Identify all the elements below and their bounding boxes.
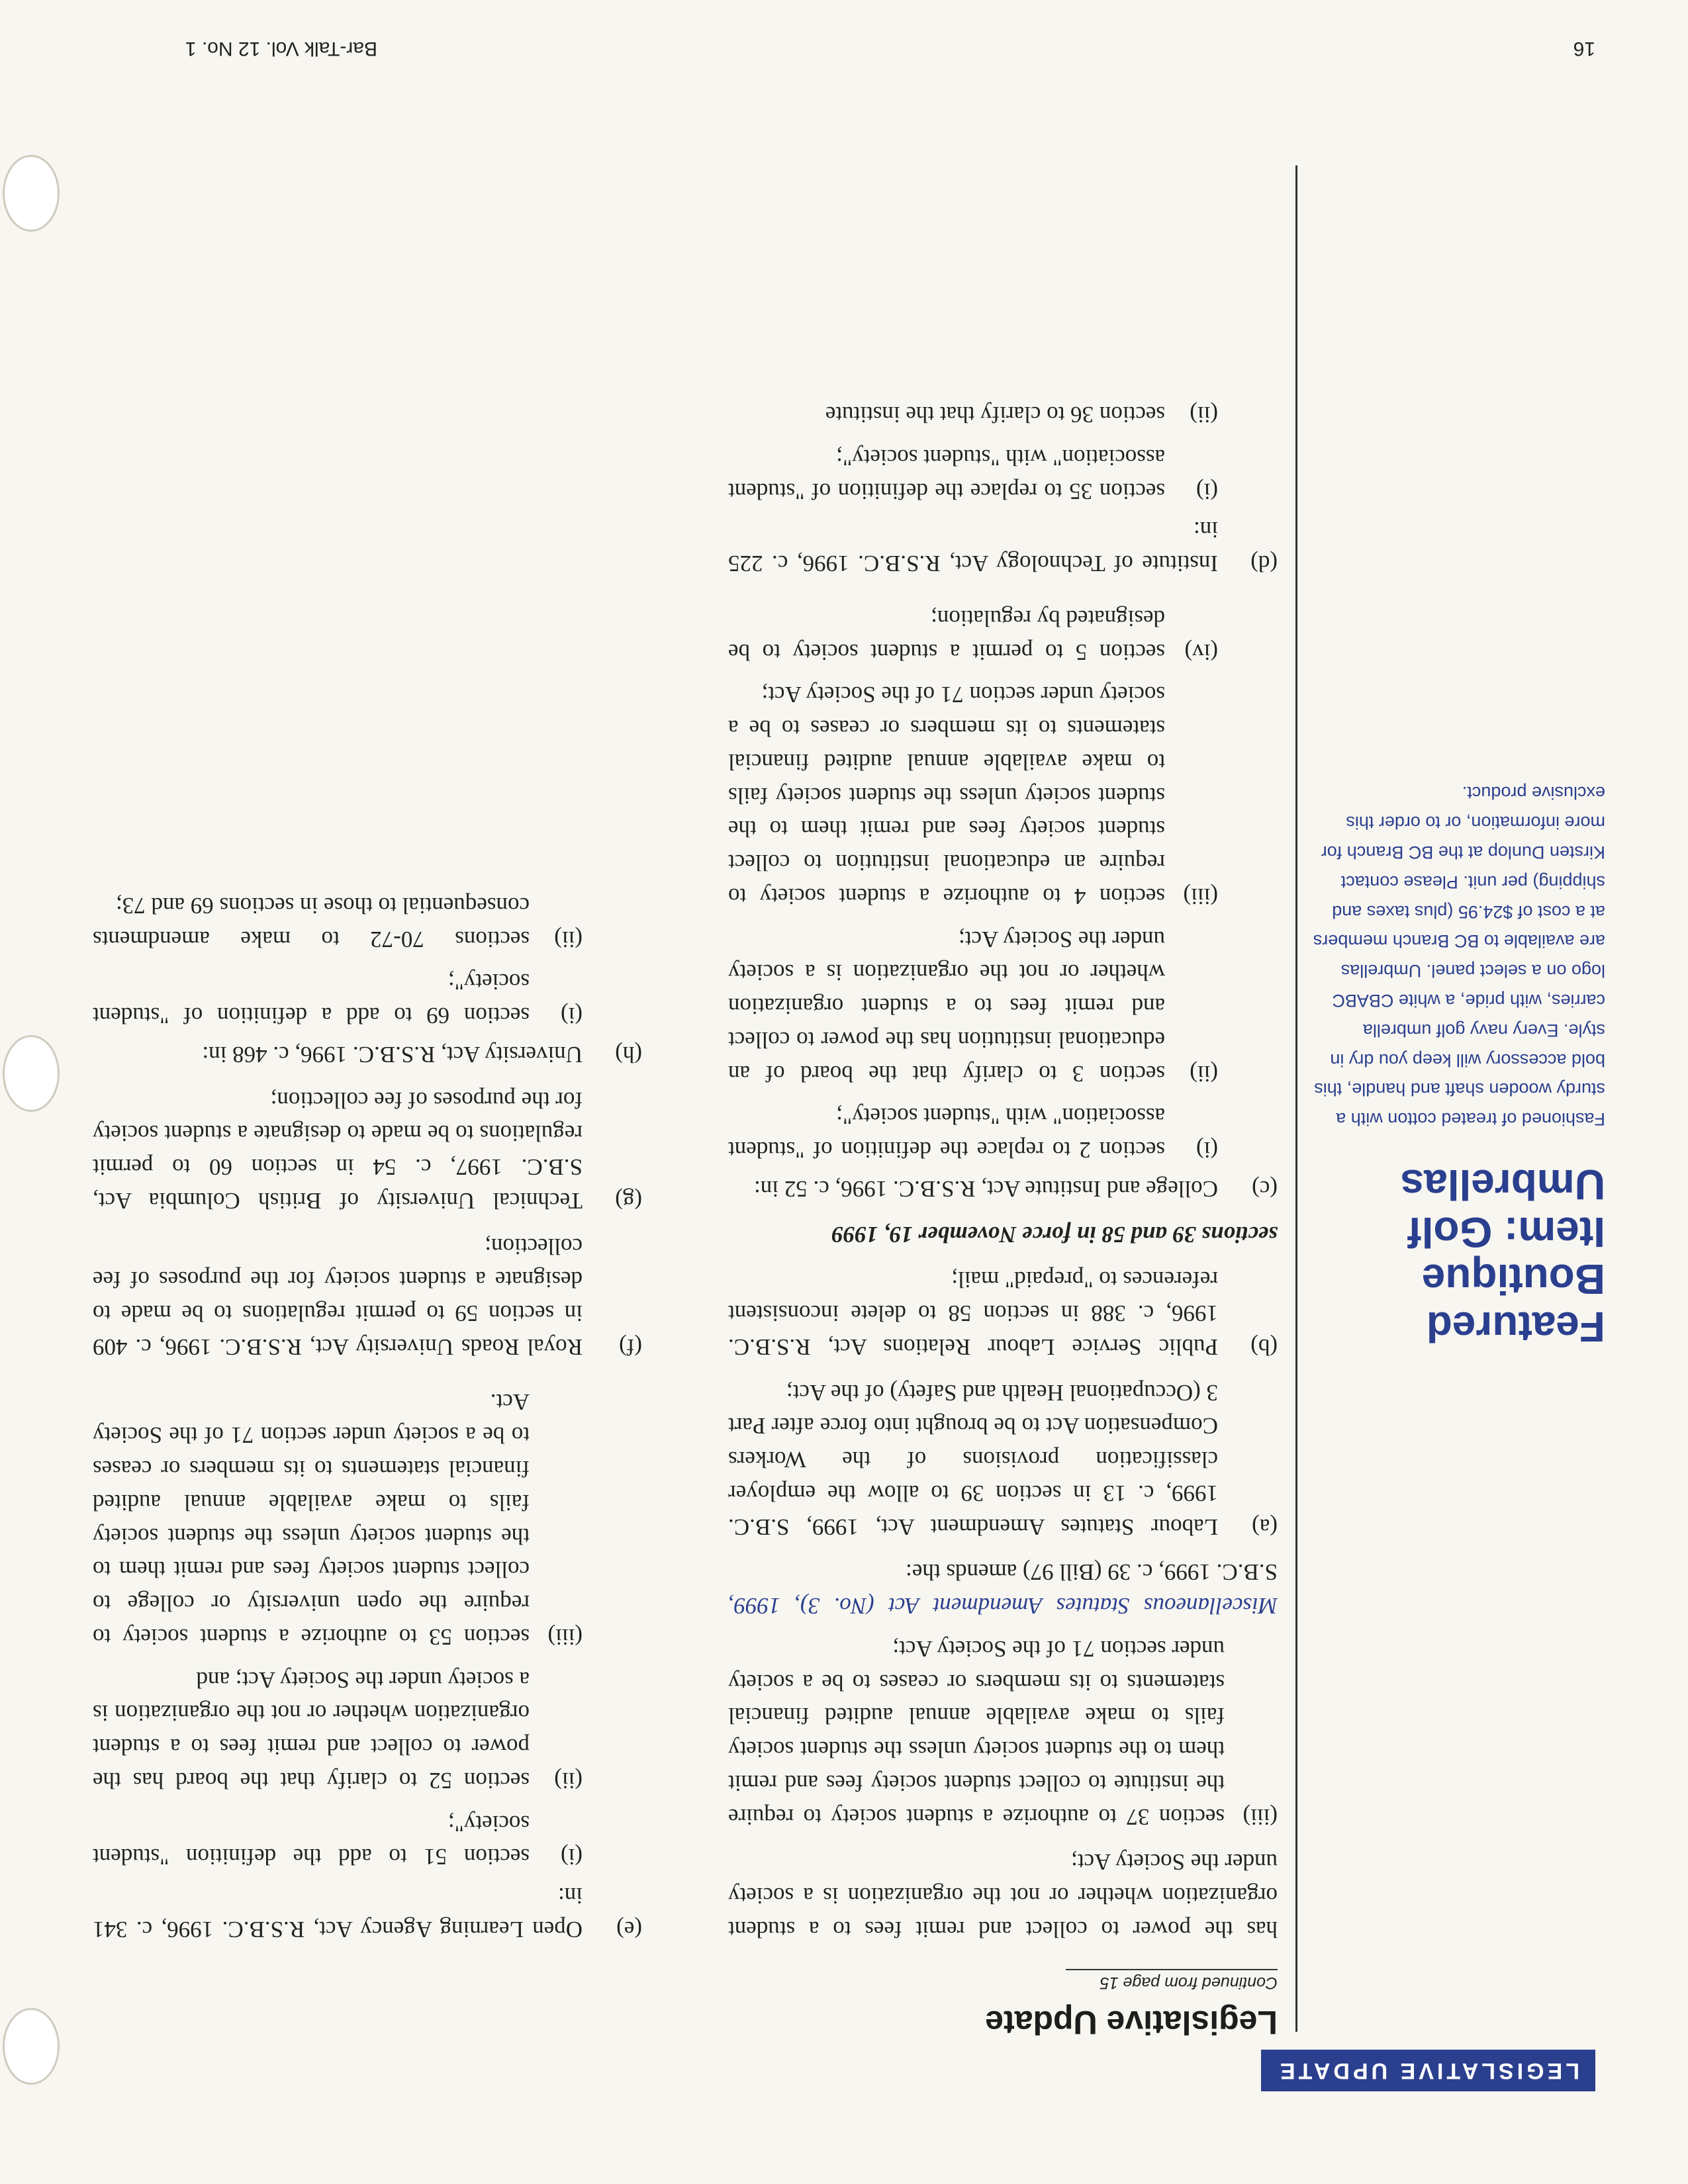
sub-text: section 3 to clarify that the board of an educational institution has the power to collect and remit fees to a student organization whether or not the organization is a society under the Society Act; (728, 926, 1165, 1087)
text-column-2 (93, 867, 642, 1946)
paragraph: has the power to collect and remit fees to a student organization whether or not the organization is a society under the Society Act; (728, 1849, 1278, 1942)
act-text: S.B.C. 1999, c. 39 (Bill 97) amends the: (906, 1559, 1278, 1586)
sub-label: (iii) (1183, 884, 1218, 909)
item-label: (g) (615, 1188, 642, 1214)
page-title: Legislative Update (985, 2004, 1278, 2041)
continued-note: Continued from page 15 (1066, 1969, 1278, 1992)
sub-list (93, 1385, 583, 1874)
item-body (728, 388, 1218, 580)
sub-text: section 51 to add the definition "student society"; (93, 1810, 530, 1870)
boutique-sidebar (1311, 778, 1605, 2019)
list-item (93, 1229, 642, 1363)
act-title: Miscellaneous Statutes Amendment Act (No. 3), 1999, (728, 1593, 1278, 1619)
item-label: (d) (1250, 551, 1278, 577)
sub-label: (iv) (1184, 639, 1218, 665)
item-label: (c) (1252, 1176, 1278, 1202)
list-item (93, 1083, 642, 1217)
item-label: (h) (615, 1042, 642, 1068)
sub-text: section 36 to clarify that the institute (825, 402, 1165, 428)
binder-hole (3, 1035, 60, 1112)
item-body (728, 592, 1218, 1205)
sub-list (728, 601, 1218, 1166)
sub-item (93, 965, 583, 1032)
sub-text: section 5 to permit a student society to be designated by regulation; (728, 606, 1165, 665)
item-text: College and Institute Act, R.S.B.C. 1996, c. 52 in: (754, 1176, 1218, 1202)
item-body (93, 879, 583, 1071)
list-item (93, 879, 642, 1071)
sub-list (93, 888, 583, 1032)
sidebar-divider (1295, 165, 1297, 2032)
item-text: Open Learning Agency Act, R.S.B.C. 1996, c. 341 in: (93, 1883, 583, 1942)
sub-item (728, 398, 1218, 432)
sub-item (728, 922, 1218, 1090)
section-banner: LEGISLATIVE UPDATE (1261, 2050, 1595, 2091)
sub-item (93, 888, 583, 956)
page-number: 16 (1573, 38, 1595, 60)
item-label: (iii) (1243, 1803, 1278, 1830)
sub-list (728, 398, 1218, 508)
item-label: (a) (1252, 1514, 1278, 1540)
list-item (93, 1375, 642, 1946)
sub-label: (ii) (1190, 402, 1218, 428)
sub-text: section 2 to replace the definition of "student association" with "student society"; (728, 1103, 1165, 1163)
item-body (93, 1375, 583, 1946)
sub-label: (i) (560, 1844, 583, 1870)
list-item (728, 592, 1278, 1205)
sub-text: section 4 to authorize a student society to require an educational institution to collect student society fees and remit them to the student society unless the student society fails to make available annual audited financial statements to its members or ceases to be a society under section 71 of the Society Act; (728, 682, 1165, 909)
item-text: University Act, R.S.B.C. 1996, c. 468 in: (202, 1042, 583, 1068)
sub-text: section 35 to replace the definition of "student association" with "student society"; (728, 445, 1165, 504)
item-text: Technical University of British Columbia Act, S.B.C. 1997, c. 54 in section 60 to permit regulations to be made to designate a student society for the purposes of fee collection; (93, 1087, 583, 1214)
sub-label: (ii) (554, 926, 583, 952)
list-item (728, 388, 1278, 580)
in-force-note: sections 39 and 58 in force November 19, 1999 (831, 1221, 1278, 1248)
sub-text: section 69 to add a definition of "student society"; (93, 969, 530, 1029)
sub-text: section 52 to clarify that the board has the power to collect and remit fees to a student organization whether or not the organization is a society under the Society Act; and (93, 1666, 530, 1794)
sub-text: section 53 to authorize a student society to require the open university or college to collect student society fees and remit them to the student society unless the student society fails to make available annual audited financial statements to its members or ceases to be a society under section 71 of the Society Act. (93, 1388, 530, 1650)
item-text: Royal Roads University Act, R.S.B.C. 1996, c. 409 in section 59 to permit regulations to be made to designate a student society for the purposes of fee collection; (93, 1233, 583, 1360)
sub-label: (i) (1196, 1137, 1218, 1163)
sub-text: sections 70-72 to make amendments consequential to those in sections 69 and 73; (93, 893, 530, 952)
sub-item (93, 1662, 583, 1797)
item-text: Public Service Labour Relations Act, R.S.B.C. 1996, c. 388 in section 58 to delete inconsistent references to "prepaid" mail; (728, 1267, 1218, 1360)
issue-label: Bar-Talk Vol. 12 No. 1 (185, 38, 377, 60)
list-item (728, 1263, 1278, 1363)
paragraph (728, 1555, 1278, 1623)
sub-item (728, 1099, 1218, 1167)
sub-label: (ii) (1190, 1060, 1218, 1087)
list-item (728, 1631, 1278, 1833)
sub-label: (ii) (554, 1768, 583, 1794)
item-text: Labour Statutes Amendment Act, 1999, S.B.C. 1999, c. 13 in section 39 to allow the employer classification provisions of the Workers Compensation Act to be brought into force after Part 3 (Occupational Health and Safety) of the Act; (728, 1379, 1218, 1540)
list-item (728, 1375, 1278, 1543)
binder-hole (3, 2008, 60, 2085)
sub-label: (iii) (547, 1624, 583, 1650)
item-text: Institute of Technology Act, R.S.B.C. 1996, c. 225 in: (728, 517, 1218, 577)
item-label: (f) (619, 1334, 642, 1360)
item-text: section 37 to authorize a student society to require the institute to collect student society fees and remit them to the student society unless the student society fails to make available annual audited financial statements to its members or ceases to be a society under section 71 of the Society Act; (728, 1636, 1225, 1830)
sub-item (93, 1806, 583, 1874)
boutique-body: Fashioned of treated cotton with a sturdy wooden shaft and handle, this bold accessory will keep you dry in style. Every navy golf umbrella carries, with pride, a white CBABC logo on a select panel. Umbrellas are available to BC Branch members at a cost of $24.95 (plus taxes and shipping) per unit. Please contact Kirsten Dunlop at the BC Branch for more information, or to order this exclusive product. (1313, 783, 1605, 1130)
sub-label: (i) (1196, 478, 1218, 504)
sub-item (728, 678, 1218, 913)
sub-label: (i) (560, 1003, 583, 1029)
binder-hole (3, 155, 60, 232)
item-label: (e) (616, 1917, 642, 1942)
sub-item (93, 1385, 583, 1653)
sub-item (728, 440, 1218, 508)
text-column-1 (728, 377, 1278, 1946)
item-label: (b) (1250, 1334, 1278, 1360)
sub-item (728, 601, 1218, 668)
boutique-heading: Featured Boutique Item: Golf Umbrellas (1400, 1160, 1605, 1351)
